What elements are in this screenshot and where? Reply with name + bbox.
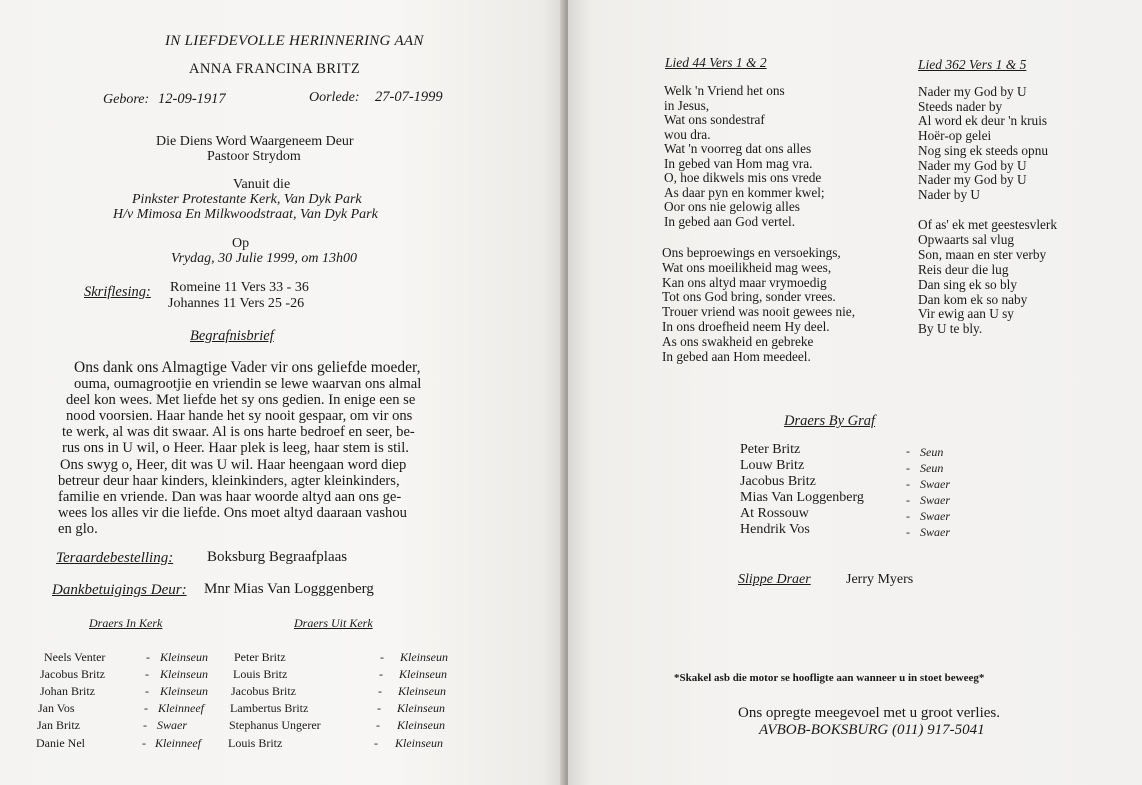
interment-label: Teraardebestelling: bbox=[56, 550, 174, 566]
bearer-relation: Swaer bbox=[157, 718, 187, 732]
letter-line: wees los alles vir die liefde. Ons moet altyd daaraan vashou bbox=[58, 504, 407, 521]
letter-line: deel kon wees. Met liefde het sy ons gedien. In enige een se bbox=[66, 392, 416, 409]
bearer-relation: Swaer bbox=[920, 509, 950, 523]
memorial-heading: IN LIEFDEVOLLE HERINNERING AAN bbox=[165, 33, 424, 49]
from-label: Vanuit die bbox=[233, 177, 291, 192]
bearer-dash: - bbox=[145, 667, 149, 681]
bearer-dash: - bbox=[144, 701, 148, 715]
letter-line: familie en vriende. Dan was haar woorde altyd aan ons ge- bbox=[58, 488, 402, 505]
hymn-line: Trouer vriend was nooit gewees nie, bbox=[662, 304, 856, 320]
bearer-name: Danie Nel bbox=[36, 736, 85, 750]
hymn-line: Steeds nader by bbox=[918, 98, 1003, 114]
thanks-label: Dankbetuigings Deur: bbox=[52, 582, 187, 598]
born-date: 12-09-1917 bbox=[158, 91, 226, 107]
hymn-line: In gebed aan Hom meedeel. bbox=[662, 348, 811, 364]
bearer-name: Jacobus Britz bbox=[231, 684, 296, 698]
hymn1-verse2 bbox=[662, 246, 855, 364]
bearer-dash: - bbox=[376, 718, 380, 732]
right-page bbox=[568, 0, 1142, 785]
bearer-relation: Swaer bbox=[920, 493, 950, 507]
hymn-line: Nader by U bbox=[918, 186, 981, 202]
hymn2-title: Lied 362 Vers 1 & 5 bbox=[918, 57, 1027, 72]
hymn-line: O, hoe dikwels mis ons vrede bbox=[664, 170, 822, 185]
letter-line: te werk, al was dit swaar. Al is ons harte bedroef en seer, be- bbox=[62, 424, 415, 441]
hymn-line: By U te bly. bbox=[918, 321, 983, 337]
hymn-line: Of as' ek met geestesvlerk bbox=[918, 217, 1058, 232]
hymn-line: Welk 'n Vriend het ons bbox=[664, 83, 785, 98]
letter-line: betreur deur haar kinders, kleinkinders, agter kleinkinders, bbox=[58, 472, 400, 489]
hymn1-verse1 bbox=[664, 84, 825, 229]
bearer-name: Lambertus Britz bbox=[230, 701, 309, 715]
hymn-line: wou dra. bbox=[664, 126, 711, 142]
hymn-line: In gebed aan God vertel. bbox=[664, 213, 796, 229]
bearers-church-heading: Draers In Kerk bbox=[89, 616, 163, 630]
hymn-line: In ons droefheid neem Hy deel. bbox=[662, 318, 830, 334]
letter-line: Ons dank ons Almagtige Vader vir ons geliefde moeder, bbox=[74, 359, 421, 376]
service-date: Vrydag, 30 Julie 1999, om 13h00 bbox=[171, 251, 357, 266]
bearer-dash: - bbox=[906, 461, 910, 475]
bearer-dash: - bbox=[377, 701, 381, 715]
bearer-dash: - bbox=[906, 509, 910, 523]
burial-letter-title: Begrafnisbrief bbox=[190, 328, 274, 344]
bearer-name: Louw Britz bbox=[740, 458, 805, 473]
bearer-name: Louis Britz bbox=[233, 667, 288, 681]
bearer-relation: Kleinneef bbox=[155, 736, 201, 750]
bearer-name: Johan Britz bbox=[40, 684, 95, 698]
bearer-relation: Kleinseun bbox=[399, 667, 447, 681]
bearer-name: At Rossouw bbox=[740, 506, 809, 521]
hymn-line: Hoër-op gelei bbox=[918, 128, 992, 144]
service-line-1: Die Diens Word Waargeneem Deur bbox=[156, 134, 354, 149]
scripture-1: Romeine 11 Vers 33 - 36 bbox=[170, 280, 309, 295]
bearer-relation: Swaer bbox=[920, 525, 950, 539]
bearer-dash: - bbox=[143, 718, 147, 732]
bearer-name: Louis Britz bbox=[228, 736, 283, 750]
bearer-name: Stephanus Ungerer bbox=[229, 718, 321, 732]
bearer-dash: - bbox=[906, 493, 910, 507]
bearer-name: Peter Britz bbox=[234, 650, 286, 664]
church-line-2: H/v Mimosa En Milkwoodstraat, Van Dyk Park bbox=[113, 207, 378, 222]
bearer-dash: - bbox=[906, 444, 910, 458]
hymn2-verse1 bbox=[918, 85, 1048, 203]
bearer-dash: - bbox=[146, 650, 150, 664]
bearer-dash: - bbox=[378, 684, 382, 698]
hymn-line: Ons beproewings en versoekings, bbox=[662, 245, 841, 260]
headlights-notice: *Skakel asb die motor se hoofligte aan wanneer u in stoet beweeg* bbox=[674, 672, 985, 684]
letter-line: en glo. bbox=[58, 520, 98, 537]
bearer-name: Jan Britz bbox=[37, 718, 80, 732]
bearer-name: Jacobus Britz bbox=[740, 474, 816, 489]
hymn-line: Wat ons sondestraf bbox=[664, 112, 765, 127]
bearer-relation: Swaer bbox=[920, 477, 950, 491]
bearer-dash: - bbox=[380, 650, 384, 664]
hymn-line: Nader my God by U bbox=[918, 84, 1027, 99]
hymn-line: Wat ons moeilikheid mag wees, bbox=[662, 259, 832, 275]
bearer-relation: Kleinseun bbox=[398, 684, 446, 698]
slip-bearer-label: Slippe Draer bbox=[738, 572, 811, 587]
hymn-line: in Jesus, bbox=[664, 97, 710, 113]
died-label: Oorlede: bbox=[309, 90, 360, 105]
hymn-line: In gebed van Hom mag vra. bbox=[664, 155, 813, 171]
hymn-line: Kan ons altyd maar vrymoedig bbox=[662, 274, 827, 290]
bearer-dash: - bbox=[906, 525, 910, 539]
bearer-name: Hendrik Vos bbox=[740, 522, 810, 537]
on-label: Op bbox=[232, 236, 250, 251]
hymn-line: Nader my God by U bbox=[918, 172, 1027, 188]
hymn-line: Reis deur die lug bbox=[918, 261, 1009, 277]
service-line-2: Pastoor Strydom bbox=[207, 149, 301, 164]
hymn-line: As daar pyn en kommer kwel; bbox=[664, 184, 825, 200]
letter-line: rus ons in U wil, o Heer. Haar plek is leeg, haar stem is stil. bbox=[62, 440, 409, 457]
bearer-relation: Kleinseun bbox=[400, 650, 448, 664]
slip-bearer-value: Jerry Myers bbox=[846, 572, 914, 587]
hymn-line: Vir ewig aan U sy bbox=[918, 306, 1014, 322]
bearer-relation: Kleinseun bbox=[397, 701, 445, 715]
bearer-relation: Seun bbox=[920, 445, 944, 459]
bearer-relation: Kleinneef bbox=[158, 701, 204, 715]
bearer-name: Mias Van Loggenberg bbox=[740, 490, 864, 505]
letter-line: ouma, oumagrootjie en vriendin se lewe waarvan ons almal bbox=[74, 376, 422, 393]
bearer-relation: Kleinseun bbox=[160, 667, 208, 681]
hymn-line: Oor ons nie gelowig alles bbox=[664, 199, 800, 214]
bearer-name: Jan Vos bbox=[38, 701, 75, 715]
sympathy-line: Ons opregte meegevoel met u groot verlies. bbox=[738, 705, 1001, 721]
deceased-name: ANNA FRANCINA BRITZ bbox=[189, 61, 361, 77]
hymn-line: Al word ek deur 'n kruis bbox=[918, 113, 1048, 129]
thanks-value: Mnr Mias Van Logggenberg bbox=[204, 581, 374, 597]
bearer-relation: Seun bbox=[920, 461, 944, 475]
bearer-relation: Kleinseun bbox=[160, 684, 208, 698]
hymn-line: Nog sing ek steeds opnu bbox=[918, 142, 1049, 158]
bearer-dash: - bbox=[145, 684, 149, 698]
bearer-relation: Kleinseun bbox=[160, 650, 208, 664]
burial-letter-text bbox=[56, 360, 476, 537]
bearers-out-heading: Draers Uit Kerk bbox=[294, 616, 373, 630]
bearer-dash: - bbox=[906, 477, 910, 491]
interment-value: Boksburg Begraafplaas bbox=[207, 549, 348, 565]
bearer-name: Jacobus Britz bbox=[40, 667, 105, 681]
grave-bearers-title: Draers By Graf bbox=[784, 413, 876, 429]
bearer-dash: - bbox=[374, 736, 378, 750]
funeral-company: AVBOB-BOKSBURG (011) 917-5041 bbox=[759, 722, 985, 738]
bearer-name: Neels Venter bbox=[44, 650, 106, 664]
bearer-dash: - bbox=[379, 667, 383, 681]
born-label: Gebore: bbox=[103, 92, 150, 107]
left-page bbox=[0, 0, 566, 785]
hymn-line: Wat 'n voorreg dat ons alles bbox=[664, 141, 812, 156]
hymn-line: Tot ons God bring, sonder vrees. bbox=[662, 289, 836, 305]
hymn-line: Son, maan en ster verby bbox=[918, 246, 1047, 262]
died-date: 27-07-1999 bbox=[375, 89, 443, 105]
letter-line: Ons swyg o, Heer, dit was U wil. Haar heengaan word diep bbox=[60, 456, 407, 473]
bearer-name: Peter Britz bbox=[740, 442, 801, 457]
hymn-line: Dan kom ek so naby bbox=[918, 291, 1028, 307]
scripture-label: Skriflesing: bbox=[84, 284, 151, 300]
scripture-2: Johannes 11 Vers 25 -26 bbox=[168, 296, 305, 311]
bearer-dash: - bbox=[142, 736, 146, 750]
hymn2-verse2 bbox=[918, 218, 1057, 337]
hymn1-title: Lied 44 Vers 1 & 2 bbox=[665, 55, 767, 70]
hymn-line: Nader my God by U bbox=[918, 157, 1027, 173]
hymn-line: As ons swakheid en gebreke bbox=[662, 333, 814, 349]
letter-line: nood voorsien. Haar hande het sy nooit gespaar, om vir ons bbox=[66, 408, 413, 425]
church-line-1: Pinkster Protestante Kerk, Van Dyk Park bbox=[132, 192, 362, 207]
bearer-relation: Kleinseun bbox=[397, 718, 445, 732]
hymn-line: Dan sing ek so bly bbox=[918, 276, 1017, 292]
hymn-line: Opwaarts sal vlug bbox=[918, 231, 1015, 247]
bearer-relation: Kleinseun bbox=[395, 736, 443, 750]
